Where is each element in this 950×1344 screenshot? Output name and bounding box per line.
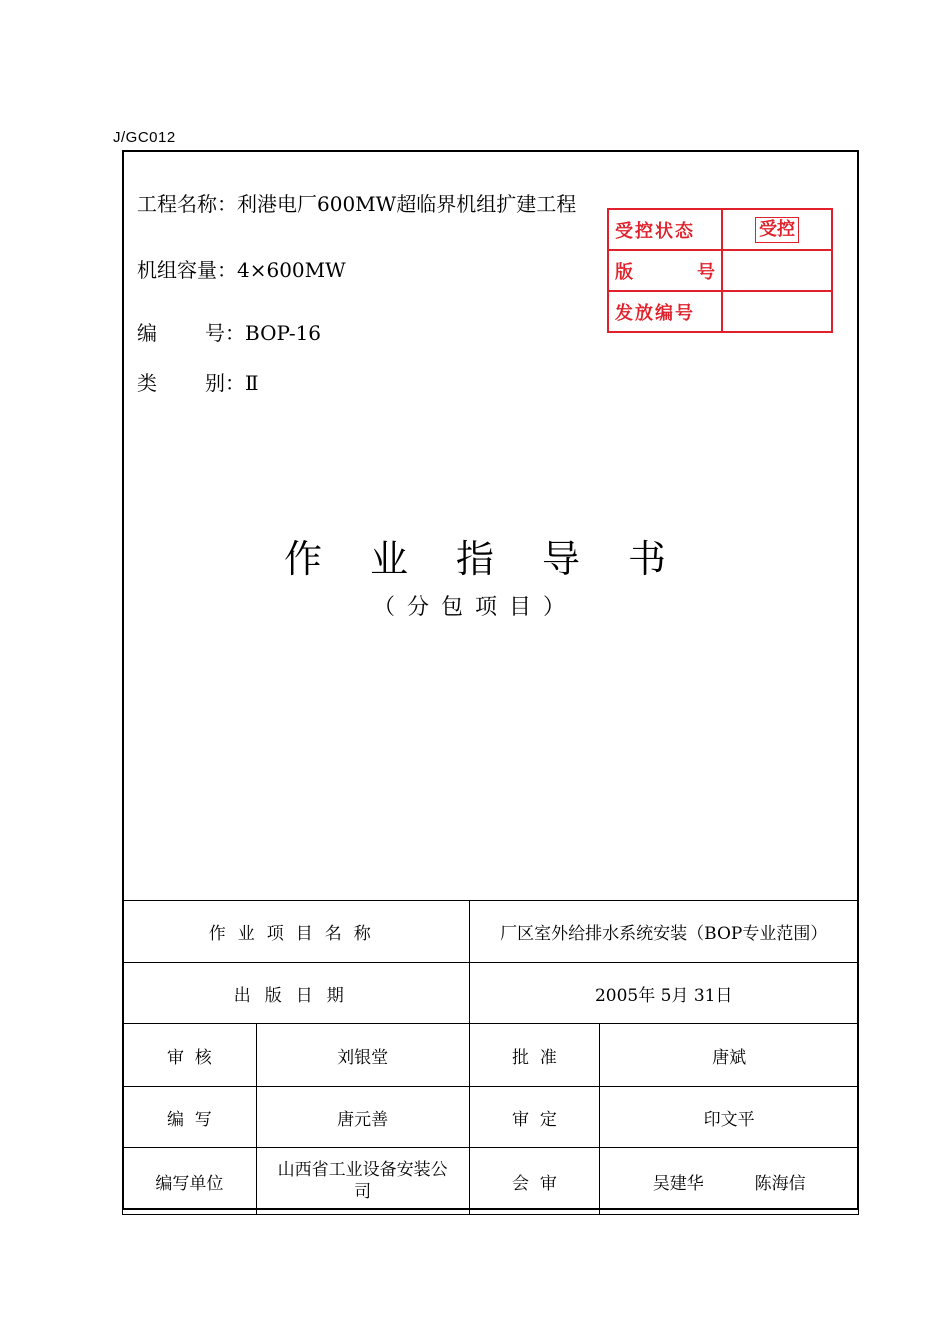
number-label-a: 编 <box>137 321 157 345</box>
version-label-a: 版 <box>615 261 633 283</box>
review-label: 审 核 <box>123 1024 257 1087</box>
date-value: 2005年 5月 31日 <box>469 963 858 1024</box>
approve-label: 批 准 <box>469 1024 600 1087</box>
capacity-label: 机组容量： <box>137 258 237 282</box>
project-name-label: 工程名称： <box>137 192 237 216</box>
table-row <box>123 1087 859 1148</box>
approval-table <box>122 900 859 1215</box>
table-row <box>123 1024 859 1087</box>
verify-value: 印文平 <box>600 1087 859 1148</box>
version-value <box>722 250 832 291</box>
number-label-b: 号： <box>205 321 245 345</box>
capacity-value: 4×600MW <box>237 258 346 282</box>
version-label-b: 号 <box>697 261 715 283</box>
category-line <box>137 367 259 396</box>
joint-label: 会 审 <box>469 1148 600 1215</box>
category-label-b: 别： <box>205 371 245 395</box>
category-label-a: 类 <box>137 371 157 395</box>
control-stamp <box>607 208 833 333</box>
unit-value: 山西省工业设备安装公司 <box>256 1148 469 1215</box>
issue-value <box>722 291 832 332</box>
document-subtitle: （分包项目） <box>372 595 577 620</box>
joint-value-1: 吴建华 <box>652 1173 704 1194</box>
date-label: 出版日期 <box>123 963 470 1024</box>
unit-label: 编写单位 <box>123 1148 257 1215</box>
project-name-value: 利港电厂600MW超临界机组扩建工程 <box>237 192 577 216</box>
version-label <box>608 250 722 291</box>
approve-value: 唐斌 <box>600 1024 859 1087</box>
status-cell <box>722 209 832 250</box>
number-value: BOP-16 <box>245 321 322 345</box>
category-value: Ⅱ <box>245 371 259 395</box>
write-value: 唐元善 <box>256 1087 469 1148</box>
project-name-line <box>137 188 576 217</box>
joint-value-2: 陈海信 <box>754 1173 806 1194</box>
verify-label: 审 定 <box>469 1087 600 1148</box>
issue-label: 发放编号 <box>608 291 722 332</box>
joint-cell <box>600 1148 859 1215</box>
document-code: J/GC012 <box>113 129 176 146</box>
document-title: 作业指导书 <box>283 537 714 581</box>
table-row <box>123 963 859 1024</box>
table-row <box>123 1148 859 1215</box>
write-label: 编 写 <box>123 1087 257 1148</box>
capacity-line <box>137 254 346 283</box>
item-name-value: 厂区室外给排水系统安装（BOP专业范围） <box>469 901 858 963</box>
number-line <box>137 317 321 346</box>
table-row <box>123 901 859 963</box>
review-value: 刘银堂 <box>256 1024 469 1087</box>
status-value: 受控 <box>755 217 799 243</box>
item-name-label: 作业项目名称 <box>123 901 470 963</box>
status-label: 受控状态 <box>608 209 722 250</box>
